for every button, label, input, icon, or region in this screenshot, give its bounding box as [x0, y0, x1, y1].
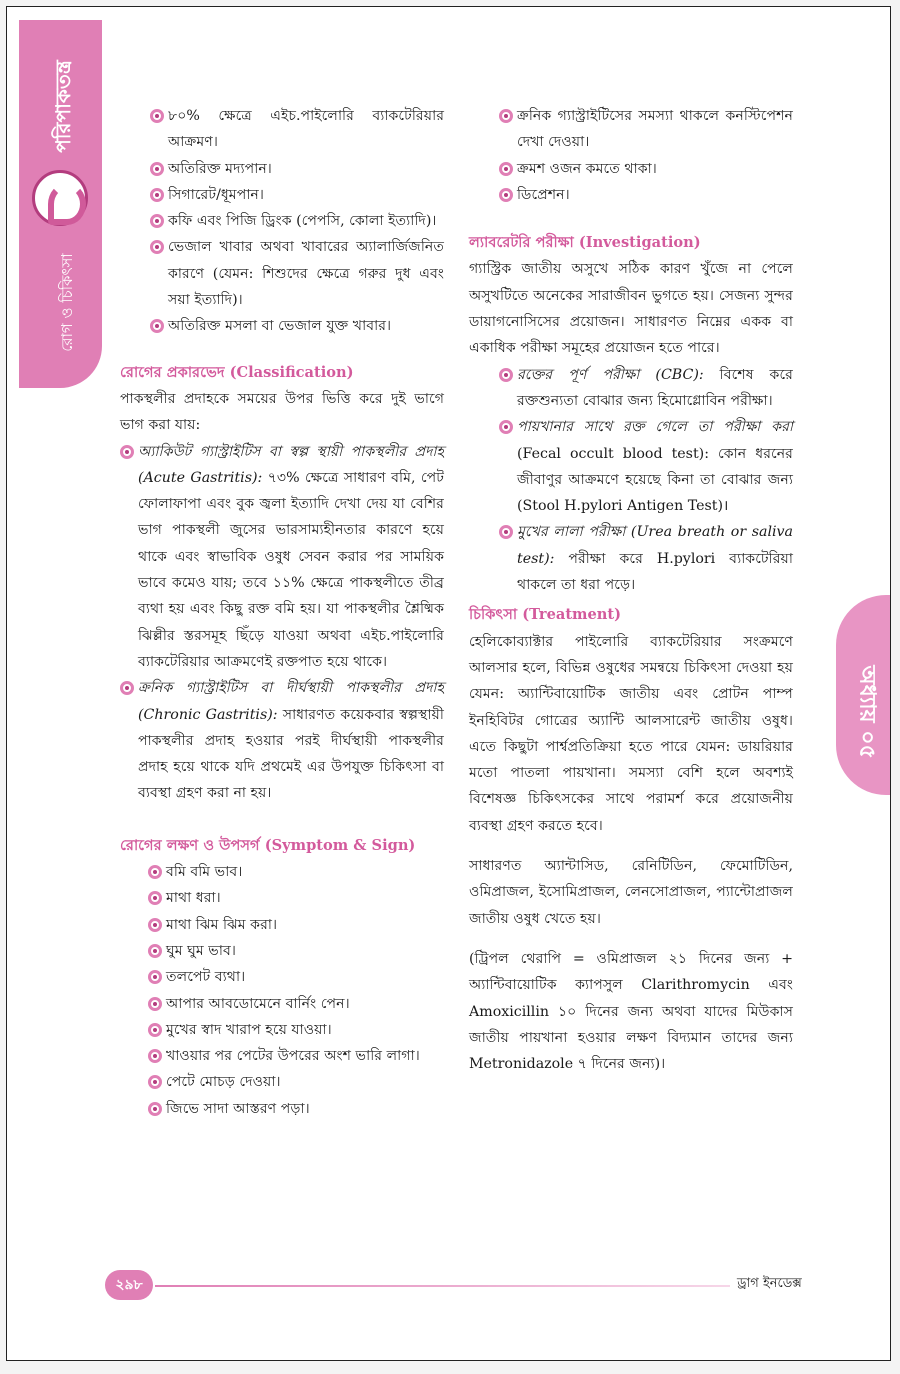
list-item: ক্রমশ ওজন কমতে থাকা। [499, 156, 793, 182]
bullet-icon [148, 970, 162, 984]
list-item: ৮০% ক্ষেত্রে এইচ.পাইলোরি ব্যাকটেরিয়ার আক্রমণ। [150, 103, 444, 156]
list-item: অতিরিক্ত মসলা বা ভেজাল যুক্ত খাবার। [150, 313, 444, 339]
bullet-icon [150, 188, 164, 202]
chapter-label: পরিপাকতন্ত্র [50, 60, 75, 153]
list-item: মাথা ধরা। [148, 885, 444, 911]
list-item [120, 439, 444, 676]
list-item: ডিপ্রেশন। [499, 182, 793, 208]
bullet-icon [148, 1049, 162, 1063]
page-number: ২৯৮ [105, 1270, 153, 1300]
book-title: ড্রাগ ইনডেক্স [737, 1276, 802, 1291]
bullet-icon [499, 188, 513, 202]
bullet-icon [150, 162, 164, 176]
bullet-icon [148, 997, 162, 1011]
triple-therapy-text: (ট্রিপল থেরাপি = ওমিপ্রাজল ২১ দিনের জন্য + অ্যান্টিবায়োটিক ক্যাপসুল Clarithromycin এবং Amoxicillin ১০ দিনের জন্য অথবা যাদের মিউকাস জাতীয় পায়খানা হওয়ার লক্ষণ বিদ্যমান তাদের জন্য Metronidazole ৭ দিনের জন্য)। [469, 950, 793, 1073]
list-item: ঘুম ঘুম ভাব। [148, 938, 444, 964]
list-item: সিগারেট/ধূমপান। [150, 182, 444, 208]
list-item: ভেজাল খাবার অথবা খাবারের অ্যালার্জিজনিত কারণে (যেমন: শিশুদের ক্ষেত্রে গরুর দুধ এবং সয়া ইত্যাদি)। [150, 234, 444, 313]
lab-heading: ল্যাবরেটরি পরীক্ষা (Investigation) [469, 234, 701, 252]
stomach-icon [32, 170, 88, 226]
bullet-icon [148, 1023, 162, 1037]
page [6, 6, 891, 1361]
bullet-icon [150, 214, 164, 228]
bullet-icon [148, 1075, 162, 1089]
footer-divider [155, 1285, 730, 1287]
bullet-icon [499, 162, 513, 176]
bullet-icon [150, 240, 164, 254]
list-item: পায়খানার সাথে রক্ত গেলে তা পরীক্ষা করা (Fecal occult blood test): কোন ধরনের জীবাণুর আক্রমণে হয়েছে কিনা তা বোঝার জন্য (Stool H.pylori Antigen Test)। [499, 414, 793, 519]
list-item: মুখের স্বাদ খারাপ হয়ে যাওয়া। [148, 1017, 444, 1043]
list-item: রক্তের পূর্ণ পরীক্ষা (CBC): বিশেষ করে রক্তশুন্যতা বোঝার জন্য হিমোগ্লোবিন পরীক্ষা। [499, 362, 793, 415]
chronic-title: ক্রনিক গ্যাস্ট্রাইটিস বা দীর্ঘস্থায়ী পাকস্থলীর প্রদাহ (Chronic Gastritis): [138, 680, 444, 723]
disease-label: রোগ ও চিকিৎসা [57, 253, 76, 352]
bullet-icon [499, 109, 513, 123]
lab-intro: গ্যাস্ট্রিক জাতীয় অসুখে সঠিক কারণ খুঁজে না পেলে অসুখটিতে অনেকের সারাজীবন ভুগতে হয়। সেজন্য সুন্দর ডায়াগনোসিসের প্রয়োজন। সাধারণত নিম্নের একক বা একাধিক পরীক্ষা সমূহের প্রয়োজন হতে পারে। [469, 261, 793, 357]
chronic-text: সাধারণত কয়েকবার স্বল্পস্থায়ী পাকস্থলীর প্রদাহ হওয়ার পরই দীর্ঘস্থায়ী পাকস্থলীর প্রদাহ হয়ে থাকে যদি প্রথমেই এর উপযুক্ত চিকিৎসা বা ব্যবস্থা গ্রহণ করা না হয়। [138, 706, 444, 802]
acute-text: ৭৩% ক্ষেত্রে সাধারণ বমি, পেট ফোলাফাপা এবং বুক জ্বলা ইত্যাদি দেখা দেয় যা বেশির ভাগ পাকস্থলী জুসের ভারসাম্যহীনতার কারণে হয়ে থাকে এবং স্বাভাবিক ওষুধ সেবন করার পর সাময়িক ভাবে কমেও যায়; তবে ১১% ক্ষেত্রে পাকস্থলীতে তীব্র ব্যথা হয় এবং কিছু রক্ত বমি হয়। যা পাকস্থলীর শ্লৈষ্মিক ঝিল্লীর স্তরসমূহ ছিঁড়ে যাওয়া অথবা এইচ.পাইলোরি ব্যাকটেরিয়ার আক্রমণেই রক্তপাত হয়ে থাকে। [138, 469, 444, 670]
bullet-icon [499, 420, 513, 434]
chapter-side-tab [19, 20, 102, 388]
list-item: খাওয়ার পর পেটের উপরের অংশ ভারি লাগা। [148, 1043, 444, 1069]
list-item [120, 675, 444, 806]
left-column [120, 103, 444, 1122]
chapter-number-tab [836, 595, 891, 795]
bullet-icon [148, 865, 162, 879]
antacid-text: সাধারণত অ্যান্টাসিড, রেনিটিডিন, ফেমোটিডিন, ওমিপ্রাজল, ইসোমিপ্রাজল, লেনসোপ্রাজল, প্যান্টোপ্রাজল জাতীয় ওষুধ খেতে হয়। [469, 858, 793, 927]
classification-intro: পাকস্থলীর প্রদাহকে সময়ের উপর ভিত্তি করে দুই ভাগে ভাগ করা যায়: [120, 390, 444, 434]
list-item: অতিরিক্ত মদ্যপান। [150, 156, 444, 182]
list-item: আপার আবডোমেনে বার্নিং পেন। [148, 991, 444, 1017]
right-column [469, 103, 793, 1077]
bullet-icon [148, 891, 162, 905]
list-item: ক্রনিক গ্যাস্ট্রাইটিসের সমস্যা থাকলে কনস্টিপেশন দেখা দেওয়া। [499, 103, 793, 156]
symptom-heading: রোগের লক্ষণ ও উপসর্গ (Symptom & Sign) [120, 836, 416, 854]
list-item: বমি বমি ভাব। [148, 859, 444, 885]
list-item: মাথা ঝিম ঝিম করা। [148, 912, 444, 938]
bullet-icon [499, 368, 513, 382]
classification-heading: রোগের প্রকারভেদ (Classification) [120, 363, 354, 381]
bullet-icon [150, 109, 164, 123]
treatment-heading: চিকিৎসা (Treatment) [469, 606, 622, 624]
bullet-icon [499, 525, 513, 539]
acute-title: অ্যাকিউট গ্যাস্ট্রাইটিস বা স্বল্প স্থায়ী পাকস্থলীর প্রদাহ (Acute Gastritis): [138, 443, 444, 486]
chapter-number-label: অধ্যায় ০৫ [854, 665, 880, 759]
list-item: কফি এবং পিজি ড্রিংক (পেপসি, কোলা ইত্যাদি)। [150, 208, 444, 234]
bullet-icon [150, 319, 164, 333]
treatment-text: হেলিকোব্যাক্টার পাইলোরি ব্যাকটেরিয়ার সংক্রমণে আলসার হলে, বিভিন্ন ওষুধের সমন্বয়ে চিকিৎসা দেওয়া হয় যেমন: অ্যান্টিবায়োটিক জাতীয় এবং প্রোটন পাম্প ইনহিবিটর গোত্রের অ্যান্টি আলসারেন্ট জাতীয় ওষুধ। এতে কিছুটা পার্শ্বপ্রতিক্রিয়া হতে পারে যেমন: ডায়রিয়ার মতো পাতলা পায়খানা। সমস্যা বেশি হলে অবশ্যই বিশেষজ্ঞ চিকিৎসকের সাথে পরামর্শ করে প্রয়োজনীয় ব্যবস্থা গ্রহণ করতে হবে। [469, 633, 793, 834]
bullet-icon [120, 681, 134, 695]
list-item: জিভে সাদা আস্তরণ পড়া। [148, 1096, 444, 1122]
bullet-icon [148, 944, 162, 958]
bullet-icon [120, 445, 134, 459]
list-item: মুখের লালা পরীক্ষা (Urea breath or saliva test): পরীক্ষা করে H.pylori ব্যাকটেরিয়া থাকলে তা ধরা পড়ে। [499, 519, 793, 598]
bullet-icon [148, 1102, 162, 1116]
list-item: পেটে মোচড় দেওয়া। [148, 1069, 444, 1095]
list-item: তলপেট ব্যথা। [148, 964, 444, 990]
bullet-icon [148, 918, 162, 932]
